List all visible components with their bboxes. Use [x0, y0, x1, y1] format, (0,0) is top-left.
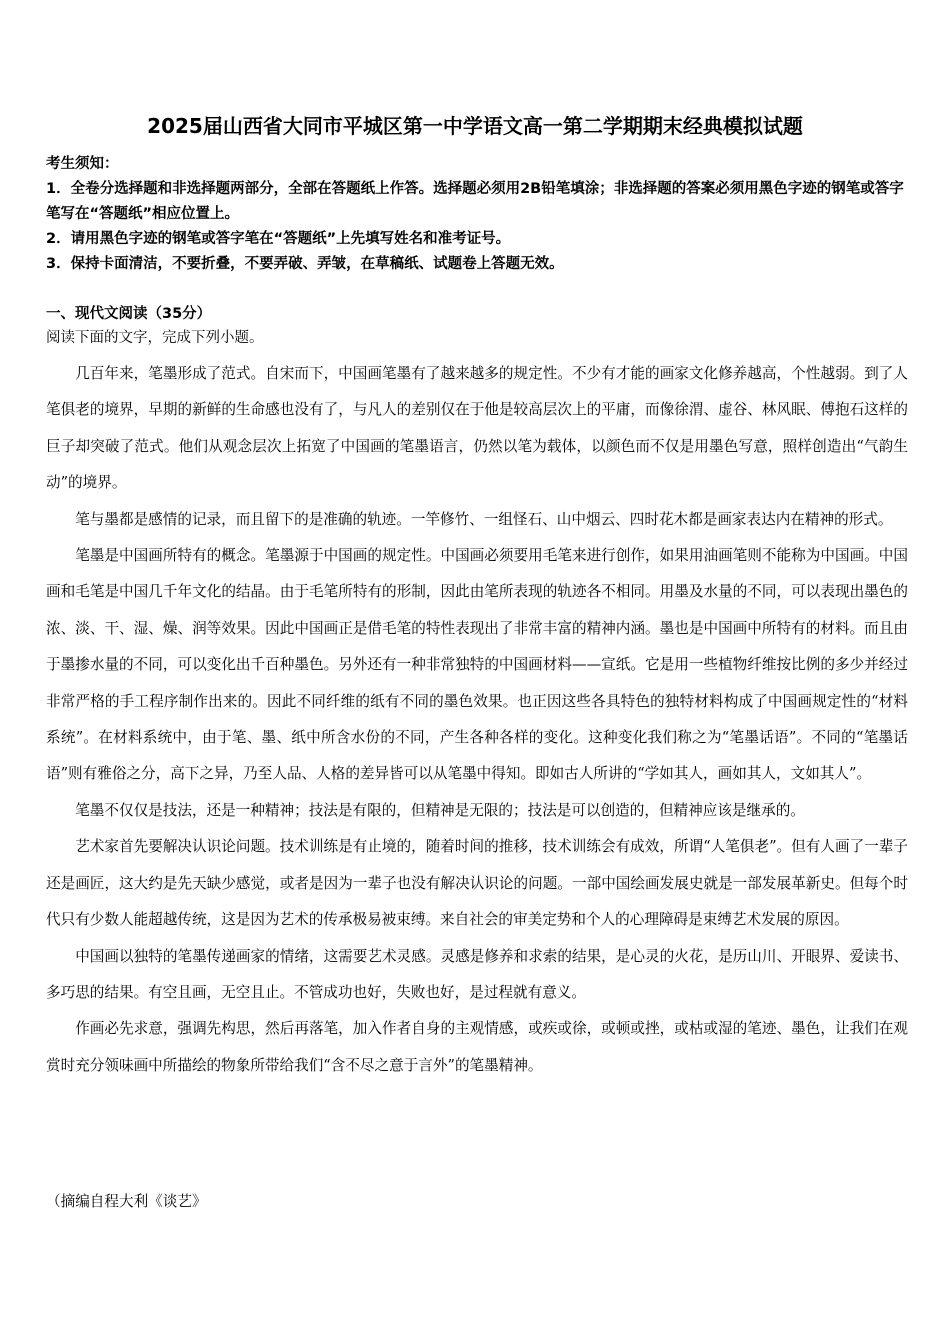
passage-paragraph: 中国画以独特的笔墨传递画家的情绪，这需要艺术灵感。灵感是修养和求索的结果，是心灵的火花，是历山川、开眼界、爱读书、多巧思的结果。有空且画，无空且止。不管成功也好，失败也好，是过程就有意义。 [46, 947, 908, 1001]
page-title: 2025届山西省大同市平城区第一中学语文高一第二学期期末经典模拟试题 [147, 114, 803, 138]
passage-paragraph: 作画必先求意，强调先构思，然后再落笔，加入作者自身的主观情感，或疾或徐，或顿或挫，或枯或湿的笔迹、墨色，让我们在观赏时充分领味画中所描绘的物象所带给我们“含不尽之意于言外”的笔墨精神。 [46, 1020, 908, 1074]
passage-paragraph: 几百年来，笔墨形成了范式。自宋而下，中国画笔墨有了越来越多的规定性。不少有才能的画家文化修养越高，个性越弱。到了人笔俱老的境界，早期的新鲜的生命感也没有了，与凡人的差别仅在于他是较高层次上的平庸，而像徐渭、虚谷、林风眠、傅抱石这样的巨子却突破了范式。他们从观念层次上拓宽了中国画的笔墨语言，仍然以笔为载体，以颜色而不仅是用墨色写意，照样创造出“气韵生动”的境界。 [46, 365, 908, 492]
candidate-notice [46, 152, 916, 277]
notice-item: 1．全卷分选择题和非选择题两部分，全部在答题纸上作答。选择题必须用2B铅笔填涂；非选择题的答案必须用黑色字迹的钢笔或答字笔写在“答题纸”相应位置上。 [46, 181, 904, 222]
passage-paragraph: 笔与墨都是感情的记录，而且留下的是准确的轨迹。一竿修竹、一组怪石、山中烟云、四时花木都是画家表达内在精神的形式。 [75, 510, 893, 528]
passage-paragraph: 笔墨是中国画所特有的概念。笔墨源于中国画的规定性。中国画必须要用毛笔来进行创作，如果用油画笔则不能称为中国画。中国画和毛笔是中国几千年文化的结晶。由于毛笔所特有的形制，因此由笔所表现的轨迹各不相同。用墨及水量的不同，可以表现出墨色的浓、淡、干、湿、燥、润等效果。因此中国画正是借毛笔的特性表现出了非常丰富的精神内涵。墨也是中国画中所特有的材料。而且由于墨掺水量的不同，可以变化出千百种墨色。另外还有一种非常独特的中国画材料——宣纸。它是用一些植物纤维按比例的多少并经过非常严格的手工程序制作出来的。因此不同纤维的纸有不同的墨色效果。也正因这些各具特色的独特材料构成了中国画规定性的“材料系统”。在材料系统中，由于笔、墨、纸中所含水份的不同，产生各种各样的变化。这种变化我们称之为“笔墨话语”。不同的“笔墨话语”则有雅俗之分，高下之异，乃至人品、人格的差异皆可以从笔墨中得知。即如古人所讲的“学如其人，画如其人，文如其人”。 [46, 547, 908, 783]
notice-item: 2．请用黑色字迹的钢笔或答字笔在“答题纸”上先填写姓名和准考证号。 [46, 231, 511, 247]
notice-item: 3．保持卡面清洁，不要折叠，不要弄破、弄皱，在草稿纸、试题卷上答题无效。 [46, 256, 564, 272]
section-heading: 一、现代文阅读（35分） [46, 306, 212, 322]
notice-heading: 考生须知： [46, 156, 119, 172]
reading-section-header [46, 302, 916, 350]
passage-source: （摘编自程大利《谈艺》 [46, 1193, 207, 1210]
section-instruction: 阅读下面的文字，完成下列小题。 [46, 330, 264, 346]
passage-paragraph: 艺术家首先要解决认识论问题。技术训练是有止境的，随着时间的推移，技术训练会有成效，所谓“人笔俱老”。但有人画了一辈子还是画匠，这大约是先天缺少感觉，或者是因为一辈子也没有解决认识论的问题。一部中国绘画发展史就是一部发展革新史。但每个时代只有少数人能超越传统，这是因为艺术的传承极易被束缚。来自社会的审美定势和个人的心理障碍是束缚艺术发展的原因。 [46, 838, 908, 929]
reading-passage [46, 356, 908, 1084]
passage-paragraph: 笔墨不仅仅是技法，还是一种精神；技法是有限的，但精神是无限的；技法是可以创造的，但精神应该是继承的。 [75, 801, 805, 819]
